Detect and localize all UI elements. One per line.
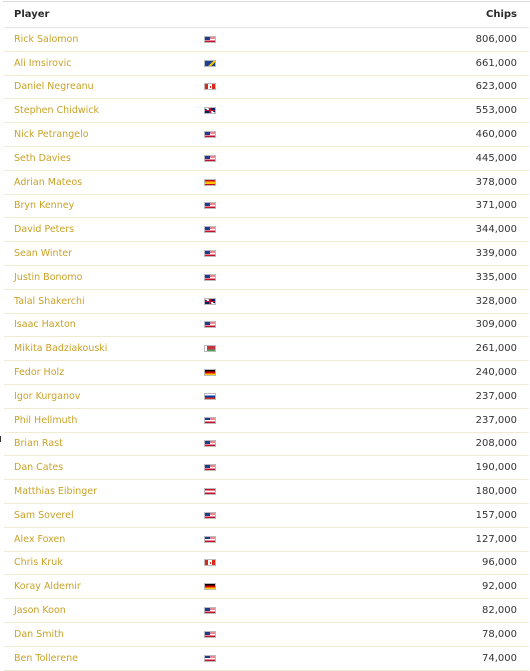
player-name-link[interactable]: Matthias Eibinger [14,486,98,498]
us-flag-icon [204,417,216,424]
chip-count: 445,000 [475,152,517,164]
table-row [4,528,529,552]
player-name-link[interactable]: Justin Bonomo [14,271,83,283]
table-row [4,28,529,52]
by-flag-icon [204,345,216,352]
player-name-link[interactable]: Sam Soverel [14,509,74,521]
player-name-link[interactable]: Chris Kruk [14,557,63,569]
player-name-link[interactable]: Talal Shakerchi [14,295,85,307]
table-row [4,385,529,409]
chip-count: 82,000 [482,605,517,617]
table-row [4,99,529,123]
table-row [4,361,529,385]
table-body [4,28,529,671]
player-name-link[interactable]: David Peters [14,224,75,236]
chip-count-table [4,2,529,671]
edge-marker [0,436,3,442]
chip-count: 157,000 [475,509,517,521]
player-name-link[interactable]: Bryn Kenney [14,200,75,212]
us-flag-icon [204,655,216,662]
player-name-link[interactable]: Dan Cates [14,462,64,474]
player-name-link[interactable]: Isaac Haxton [14,319,76,331]
chip-count: 180,000 [475,486,517,498]
player-name-link[interactable]: Ben Tollerene [14,652,78,664]
us-flag-icon [204,250,216,257]
chip-count: 328,000 [475,295,517,307]
ru-flag-icon [204,393,216,400]
player-name-link[interactable]: Fedor Holz [14,367,65,379]
chip-count: 553,000 [475,105,517,117]
table-row [4,337,529,361]
us-flag-icon [204,155,216,162]
table-row [4,480,529,504]
chip-count: 237,000 [475,414,517,426]
table-row [4,76,529,100]
player-name-link[interactable]: Alex Foxen [14,533,66,545]
us-flag-icon [204,512,216,519]
us-flag-icon [204,440,216,447]
es-flag-icon [204,179,216,186]
table-row [4,599,529,623]
table-row [4,52,529,76]
us-flag-icon [204,536,216,543]
player-name-link[interactable]: Koray Aldemir [14,581,81,593]
at-flag-icon [204,488,216,495]
chip-count: 237,000 [475,390,517,402]
table-row [4,195,529,219]
chip-count: 78,000 [482,628,517,640]
table-row [4,123,529,147]
gb-flag-icon [204,298,216,305]
us-flag-icon [204,464,216,471]
chip-count: 339,000 [475,248,517,260]
chip-count: 378,000 [475,176,517,188]
chips-column-header: Chips [486,9,517,20]
player-name-link[interactable]: Mikita Badziakouski [14,343,108,355]
table-row [4,314,529,338]
us-flag-icon [204,631,216,638]
us-flag-icon [204,131,216,138]
table-row [4,218,529,242]
table-row [4,242,529,266]
chip-count: 623,000 [475,81,517,93]
ca-flag-icon [204,559,216,566]
chip-count: 190,000 [475,462,517,474]
table-row [4,552,529,576]
table-row [4,147,529,171]
player-name-link[interactable]: Sean Winter [14,248,73,260]
player-name-link[interactable]: Ali Imsirovic [14,57,72,69]
de-flag-icon [204,583,216,590]
table-row [4,504,529,528]
player-name-link[interactable]: Brian Rast [14,438,63,450]
chip-count: 96,000 [482,557,517,569]
chip-count: 344,000 [475,224,517,236]
player-name-link[interactable]: Seth Davies [14,152,71,164]
us-flag-icon [204,202,216,209]
chip-count: 309,000 [475,319,517,331]
us-flag-icon [204,321,216,328]
ba-flag-icon [204,60,216,67]
us-flag-icon [204,607,216,614]
table-row [4,623,529,647]
chip-count: 92,000 [482,581,517,593]
table-row [4,456,529,480]
chip-count: 806,000 [475,33,517,45]
de-flag-icon [204,369,216,376]
chip-count: 371,000 [475,200,517,212]
table-row [4,266,529,290]
player-name-link[interactable]: Stephen Chidwick [14,105,99,117]
player-name-link[interactable]: Nick Petrangelo [14,129,89,141]
table-header [4,2,529,28]
chip-count: 261,000 [475,343,517,355]
player-name-link[interactable]: Dan Smith [14,628,64,640]
table-row [4,575,529,599]
us-flag-icon [204,226,216,233]
table-row [4,409,529,433]
ca-flag-icon [204,83,216,90]
chip-count: 661,000 [475,57,517,69]
table-row [4,290,529,314]
chip-count: 240,000 [475,367,517,379]
us-flag-icon [204,274,216,281]
chip-count: 208,000 [475,438,517,450]
us-flag-icon [204,36,216,43]
chip-count: 335,000 [475,271,517,283]
player-name-link[interactable]: Igor Kurganov [14,390,81,402]
player-name-link[interactable]: Jason Koon [14,605,66,617]
player-name-link[interactable]: Adrian Mateos [14,176,83,188]
player-name-link[interactable]: Daniel Negreanu [14,81,94,93]
chip-count: 460,000 [475,129,517,141]
player-name-link[interactable]: Phil Hellmuth [14,414,78,426]
table-row [4,171,529,195]
table-row [4,433,529,457]
player-name-link[interactable]: Rick Salomon [14,33,79,45]
player-column-header: Player [14,9,50,20]
gb-flag-icon [204,107,216,114]
chip-count: 127,000 [475,533,517,545]
chip-count: 74,000 [482,652,517,664]
